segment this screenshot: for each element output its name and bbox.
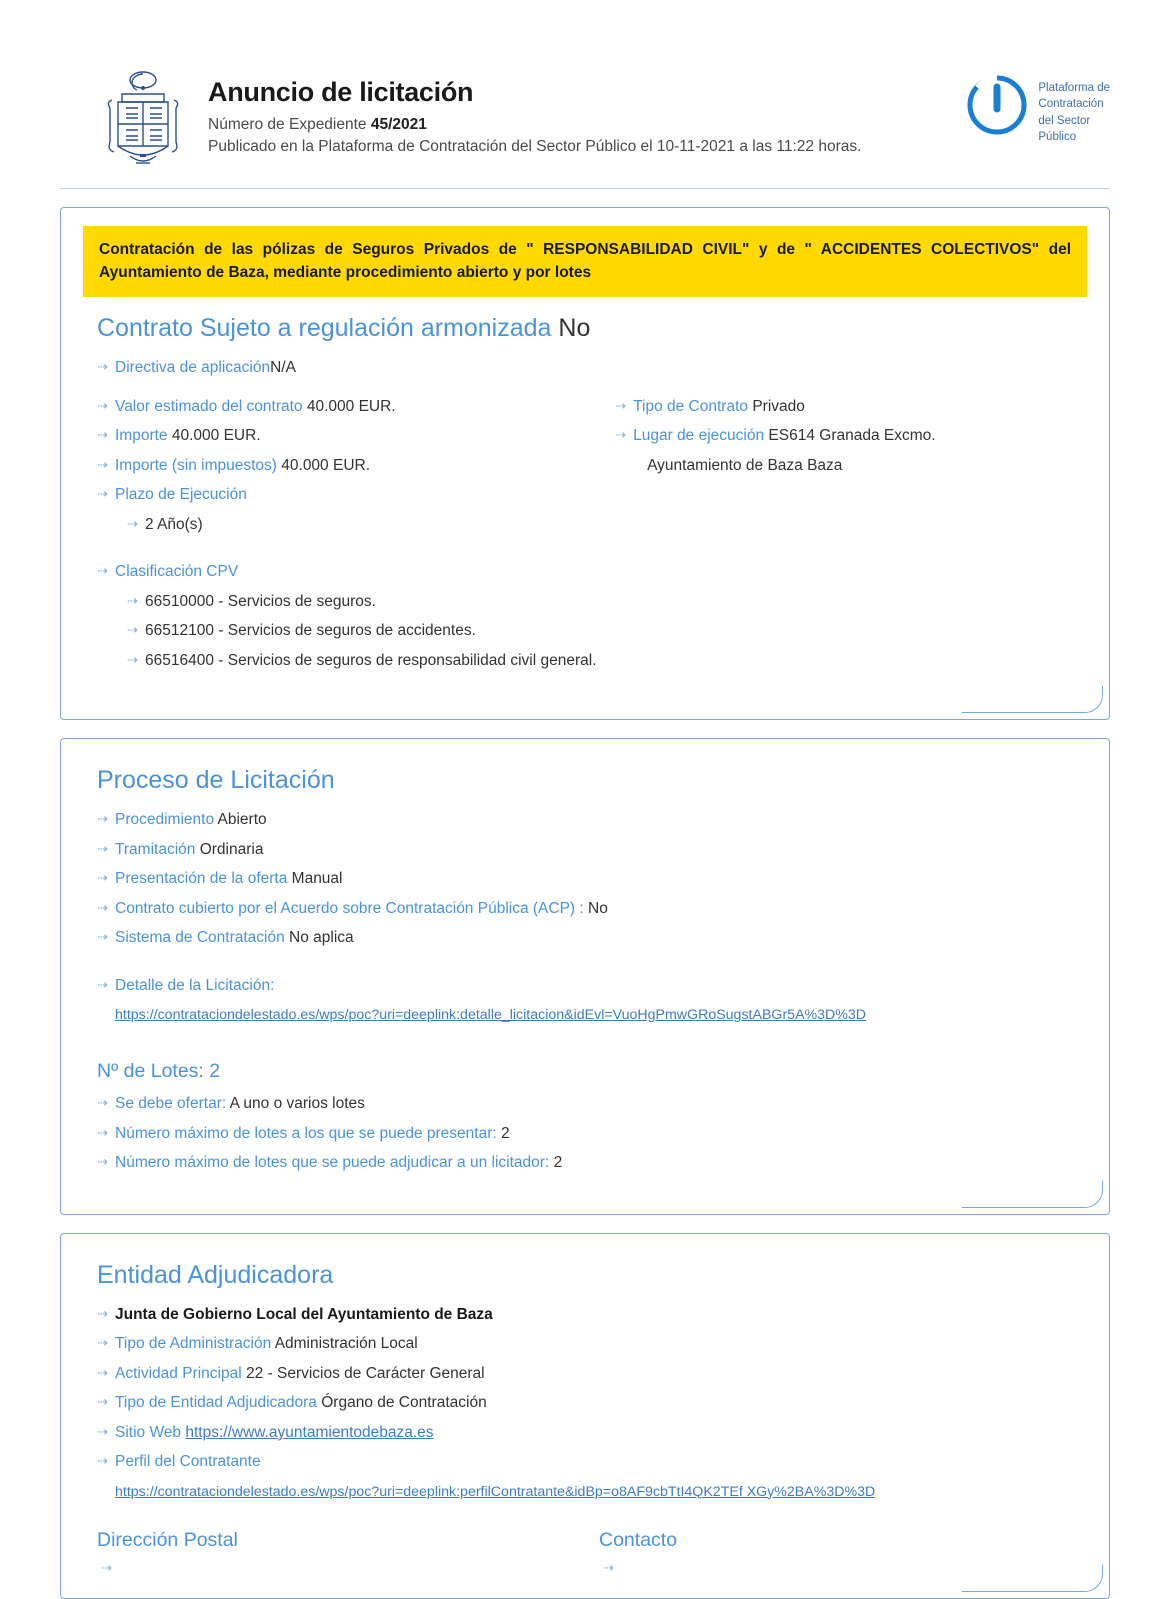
contacto-title: Contacto: [599, 1529, 678, 1551]
valor-label: Valor estimado del contrato: [115, 397, 303, 415]
lugar-value: ES614 Granada Excmo.: [768, 427, 936, 445]
ofertar-label: Se debe ofertar:: [115, 1095, 227, 1113]
arrow-bullet-icon: ⇢: [97, 1154, 108, 1170]
contract-two-columns: [83, 396, 1087, 543]
sistema-label: Sistema de Contratación: [115, 929, 285, 947]
cpv-item-2: 66516400 - Servicios de seguros de responsabilidad civil general.: [145, 651, 597, 669]
detalle-url-line[interactable]: [115, 1004, 1087, 1026]
tipo-admin-value: Administración Local: [274, 1335, 418, 1353]
lugar-value-line2: Ayuntamiento de Baza Baza: [647, 456, 843, 474]
arrow-bullet-icon: ⇢: [97, 1423, 108, 1439]
arrow-bullet-icon: ⇢: [127, 592, 138, 608]
published-text: Publicado en la Plataforma de Contratación del Sector Público el 10-11-2021 a las 11:22 horas.: [208, 137, 862, 155]
detalle-label: Detalle de la Licitación:: [115, 976, 275, 994]
row-directiva: [97, 357, 1087, 379]
arrow-bullet-icon: ⇢: [615, 427, 627, 443]
arrow-bullet-icon: ⇢: [97, 840, 108, 856]
section-title-regulacion: [97, 313, 1087, 343]
perfil-contratante-link[interactable]: https://contrataciondelestado.es/wps/poc?uri=deeplink:perfilContratante&idBp=o8AF9cbTtI4QK2TEf XGy%2BA%3D%3D: [115, 1483, 876, 1500]
document-header: [0, 0, 1170, 172]
contract-highlight-title: Contratación de las pólizas de Seguros Privados de " RESPONSABILIDAD CIVIL" y de " ACCIDENTES COLECTIVOS" del Ayuntamiento de Baza, mediante procedimiento abierto y por lotes: [83, 226, 1087, 297]
pcsp-logo-text: [1038, 74, 1110, 145]
arrow-bullet-icon: ⇢: [97, 1453, 108, 1469]
section-title-proceso: Proceso de Licitación: [97, 766, 335, 795]
list-item: [127, 650, 1087, 672]
cpv-label: Clasificación CPV: [115, 563, 239, 581]
tipo-contrato-label: Tipo de Contrato: [633, 397, 748, 415]
actividad-label: Actividad Principal: [115, 1364, 242, 1382]
arrow-bullet-icon: ⇢: [97, 1305, 108, 1321]
arrow-bullet-icon: ⇢: [97, 456, 108, 472]
row-cpv: [97, 561, 1087, 583]
acp-value: No: [588, 899, 608, 917]
contract-panel: [60, 207, 1110, 720]
directiva-value: N/A: [270, 358, 296, 376]
row-plazo-value: [127, 514, 615, 536]
perfil-url-line[interactable]: [115, 1481, 1087, 1503]
importe-sin-label: Importe (sin impuestos): [115, 456, 277, 474]
row-tipo-contrato: [615, 396, 1087, 418]
row-acp: [97, 898, 1087, 920]
power-button-icon: [966, 74, 1028, 136]
row-actividad-principal: [97, 1363, 1087, 1385]
arrow-bullet-icon: ⇢: [97, 1124, 108, 1140]
arrow-bullet-icon: ⇢: [97, 870, 108, 886]
section-title-entidad: Entidad Adjudicadora: [97, 1260, 334, 1289]
row-plazo-ejecucion: [97, 484, 615, 506]
contract-right-column: [615, 396, 1087, 543]
arrow-bullet-icon: ⇢: [127, 622, 138, 638]
row-max-adjudicar: [97, 1152, 1087, 1174]
page-title: Anuncio de licitación: [208, 77, 474, 107]
pcsp-line-1: Plataforma de: [1038, 82, 1110, 94]
arrow-bullet-icon: ⇢: [97, 358, 108, 374]
arrow-bullet-icon: ⇢: [97, 1394, 108, 1410]
row-perfil-contratante: [97, 1451, 1087, 1473]
tramitacion-label: Tramitación: [115, 840, 196, 858]
arrow-bullet-icon: ⇢: [97, 811, 108, 827]
max-presentar-label: Número máximo de lotes a los que se puede presentar:: [115, 1124, 497, 1142]
row-entidad-nombre: [97, 1304, 1087, 1326]
presentacion-value: Manual: [291, 870, 343, 888]
lugar-label: Lugar de ejecución: [633, 427, 765, 445]
pcsp-line-4: Público: [1038, 130, 1077, 143]
arrow-bullet-icon: ⇢: [97, 1335, 108, 1351]
sitio-web-label: Sitio Web: [115, 1423, 182, 1441]
arrow-bullet-icon: ⇢: [97, 427, 108, 443]
tender-process-panel: [60, 738, 1110, 1215]
max-adjudicar-label: Número máximo de lotes que se puede adjudicar a un licitador:: [115, 1154, 550, 1172]
header-text-block: [208, 60, 966, 158]
arrow-bullet-icon: ⇢: [97, 899, 108, 915]
tipo-entidad-label: Tipo de Entidad Adjudicadora: [115, 1394, 317, 1412]
valor-value: 40.000 EUR.: [306, 397, 396, 415]
list-item: [127, 591, 1087, 613]
row-lugar-ejecucion: [615, 425, 1087, 447]
row-tipo-administracion: [97, 1333, 1087, 1355]
row-sistema-contratacion: [97, 927, 1087, 949]
contract-left-column: [83, 396, 615, 543]
plazo-value: 2 Año(s): [145, 515, 203, 533]
arrow-bullet-icon: ⇢: [97, 976, 108, 992]
arrow-bullet-icon: ⇢: [603, 1560, 614, 1575]
sistema-value: No aplica: [289, 929, 354, 947]
header-subtitle: [208, 114, 868, 158]
row-procedimiento: [97, 809, 1087, 831]
arrow-bullet-icon: ⇢: [97, 397, 108, 413]
pcsp-line-2: Contratación: [1038, 98, 1104, 111]
tipo-entidad-value: Órgano de Contratación: [321, 1394, 487, 1412]
row-importe: [97, 425, 615, 447]
regulacion-value: No: [558, 313, 591, 342]
detalle-licitacion-link[interactable]: https://contrataciondelestado.es/wps/poc?uri=deeplink:detalle_licitacion&idEvl=VuoHgPmwGRoSugstABGr5A%3D%3D: [115, 1007, 867, 1023]
expediente-label: Número de Expediente: [208, 115, 367, 133]
spain-coat-of-arms-icon: [100, 68, 186, 180]
directiva-label: Directiva de aplicación: [115, 358, 271, 376]
row-presentacion: [97, 868, 1087, 890]
tramitacion-value: Ordinaria: [199, 840, 264, 858]
arrow-bullet-icon: ⇢: [97, 563, 108, 579]
expediente-value: 45/2021: [370, 115, 427, 133]
procedimiento-label: Procedimiento: [115, 811, 215, 829]
arrow-bullet-icon: ⇢: [127, 515, 138, 531]
arrow-bullet-icon: ⇢: [127, 651, 138, 667]
arrow-bullet-icon: ⇢: [97, 1364, 108, 1380]
acp-label: Contrato cubierto por el Acuerdo sobre Contratación Pública (ACP) :: [115, 899, 584, 917]
importe-label: Importe: [115, 427, 168, 445]
sitio-web-link[interactable]: https://www.ayuntamientodebaza.es: [185, 1423, 434, 1441]
arrow-bullet-icon: ⇢: [101, 1560, 112, 1575]
procedimiento-value: Abierto: [217, 811, 267, 829]
row-tipo-entidad: [97, 1392, 1087, 1414]
cpv-item-0: 66510000 - Servicios de seguros.: [145, 592, 376, 610]
row-se-debe-ofertar: [97, 1093, 1087, 1115]
plazo-label: Plazo de Ejecución: [115, 486, 247, 504]
entidad-nombre: Junta de Gobierno Local del Ayuntamiento de Baza: [115, 1305, 493, 1323]
row-detalle-licitacion: [97, 975, 1087, 997]
perfil-label: Perfil del Contratante: [115, 1453, 261, 1471]
pcsp-line-3: del Sector: [1038, 114, 1091, 127]
contracting-authority-panel: [60, 1233, 1110, 1599]
tipo-contrato-value: Privado: [752, 397, 805, 415]
max-presentar-value: 2: [501, 1124, 510, 1142]
row-tramitacion: [97, 839, 1087, 861]
cpv-item-1: 66512100 - Servicios de seguros de accidentes.: [145, 622, 476, 640]
presentacion-label: Presentación de la oferta: [115, 870, 288, 888]
arrow-bullet-icon: ⇢: [97, 486, 108, 502]
regulacion-label: Contrato Sujeto a regulación armonizada: [97, 313, 552, 342]
actividad-value: 22 - Servicios de Carácter General: [245, 1364, 485, 1382]
tipo-admin-label: Tipo de Administración: [115, 1335, 272, 1353]
pcsp-logo: [966, 60, 1110, 145]
arrow-bullet-icon: ⇢: [615, 397, 627, 413]
row-sitio-web[interactable]: [97, 1422, 1087, 1444]
direccion-postal-title: Dirección Postal: [97, 1529, 238, 1551]
importe-value: 40.000 EUR.: [171, 427, 261, 445]
ofertar-value: A uno o varios lotes: [229, 1095, 365, 1113]
arrow-bullet-icon: ⇢: [97, 929, 108, 945]
max-adjudicar-value: 2: [553, 1154, 563, 1172]
list-item: [127, 620, 1087, 642]
row-valor-estimado: [97, 396, 615, 418]
lotes-title: Nº de Lotes: 2: [97, 1060, 221, 1083]
row-max-presentar: [97, 1123, 1087, 1145]
header-divider: [60, 188, 1110, 189]
row-importe-sin-impuestos: [97, 455, 615, 477]
arrow-bullet-icon: ⇢: [97, 1095, 108, 1111]
importe-sin-value: 40.000 EUR.: [281, 456, 371, 474]
